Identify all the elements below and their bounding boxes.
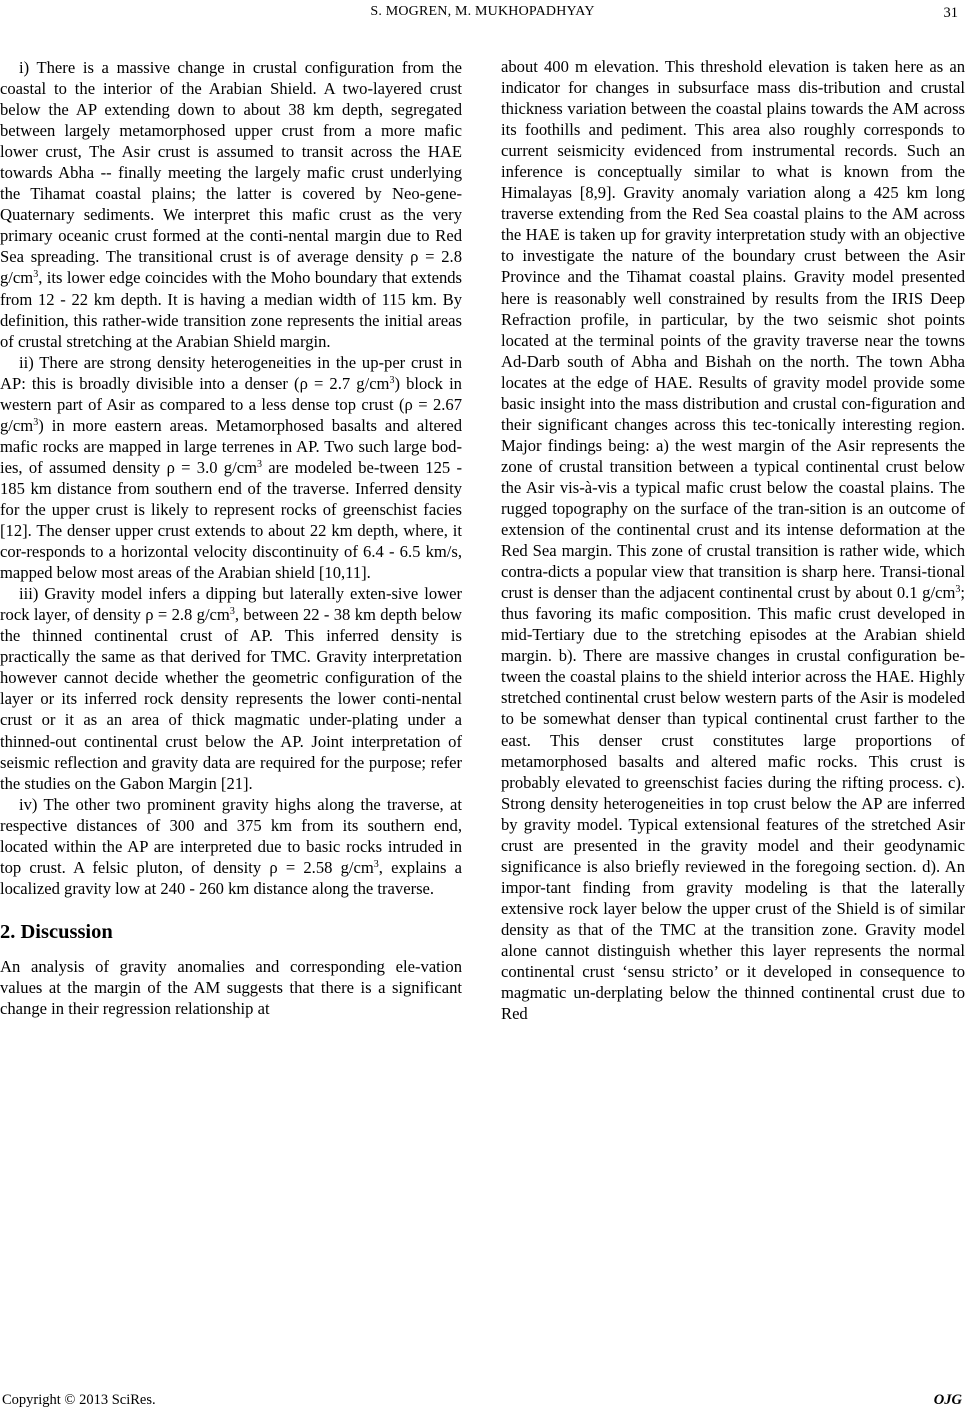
page-footer: [0, 1392, 965, 1414]
paragraph-discussion-continued: about 400 m elevation. This threshold elevation is taken here as an indicator for changes in subsurface mass dis-tribution and crustal thickness variation between the coastal plains towards the AM across its foothills and pediment. This area also roughly corresponds to current seismicity evidenced from instrumental records. Such an inference is conceptually similar to what is known from the Himalayas [8,9]. Gravity anomaly variation along a 425 km long traverse extending from the Red Sea coastal plains to the AM across the HAE is taken up for gravity interpretation study with an objective to investigate the nature of the boundary crust between the Asir Province and the Tihamat coastal plains. Gravity model presented here is reasonably well constrained by results from the IRIS Deep Refraction profile, in particular, by the two seismic shot points located at the terminal points of the gravity traverse near the towns Ad-Darb south of Abha and Bishah on the north. The town Abha locates at the edge of HAE. Results of gravity model provide some basic insight into the mass distribution and crustal con-figuration and their significant changes across this tec-tonically interesting region. Major findings being: a) the west margin of the Asir represents the zone of crustal transition between a typical continental crust below the Asir vis-à-vis a typical mafic crust below the coastal plains. The rugged topography on the surface of the tran-sition is an outcome of extension of the continental crust and its intense deformation at the Red Sea margin. This zone of crustal transition is rather wide, which contra-dicts a popular view that transition is sharp here. Transi-tional crust is denser than the adjacent continental crust by about 0.1 $g/cm^3$; thus favoring its mafic composition. This mafic crust developed in mid-Tertiary due to the stretching episodes at the Arabian shield margin. b). There are massive changes in crustal configuration be-tween the coastal plains to the shield interior across the HAE. Highly stretched continental crust below western parts of the Asir is modeled to be somewhat denser than typical continental crust farther to the east. This denser crust constitutes large proportions of metamorphosed basalts and altered mafic rocks. This crust is probably elevated to greenschist facies during the rifting process. c). Strong density heterogeneities in top crust below the AP are inferred by gravity model. Typical extensional features of the stretched Asir crust are presented in the gravity model and their geodynamic significance is also briefly reviewed in the foregoing section. d). An impor-tant finding from gravity modeling is that the laterally extensive rock layer below the upper crust of the Shield is of similar density as that of the TMC at the transition zone. Gravity model alone cannot distinguish whether this layer represents the normal continental crust ‘sensu stricto’ or it developed in consequence to magmatic un-derplating below the thinned continental crust due to Red: [501, 57, 965, 1024]
page-header: [0, 0, 965, 30]
running-title: S. MOGREN, M. MUKHOPADHYAY: [370, 4, 595, 19]
paragraph-iii: iii) Gravity model infers a dipping but laterally exten-sive lower rock layer, of density ρ = 2.8 $g/cm^3$, between 22 - 38 km depth below the thinned continental crust of AP. This inferred density is practically the same as that derived for TMC. Gravity interpretation however cannot decide whether the geometric configuration of the layer or its inferred rock density represents the lower conti-nental crust or it as an area of thick magmatic under-plating under a thinned-out continental crust below the AP. Joint interpretation of seismic reflection and gravity data are required for the purpose; refer the studies on the Gabon Margin [21].: [0, 584, 462, 793]
paragraph-i: i) There is a massive change in crustal configuration from the coastal to the interior of the Arabian Shield. A two-layered crust below the AP extending down to about 38 km depth, segregated between largely metamorphosed upper crust from a more mafic lower crust, The Asir crust is assumed to transit across the HAE towards Abha -- finally meeting the largely mafic crust underlying the Tihamat coastal plains; the latter is covered by Neo-gene-Quaternary sediments. We interpret this mafic crust as the very primary oceanic crust formed at the conti-nental margin due to Red Sea spreading. The transitional crust is of average density ρ = 2.8 $g/cm^3$, its lower edge coincides with the Moho boundary that extends from 12 - 22 km depth. It is having a median width of 115 km. By definition, this rather-wide transition zone represents the initial areas of crustal stretching at the Arabian Shield margin.: [0, 58, 462, 351]
paragraph-ii: ii) There are strong density heterogeneities in the up-per crust in AP: this is broadly divisible into a denser (ρ = 2.7 $g/cm^3$) block in western part of Asir as compared to a less dense top crust (ρ = 2.67 $g/cm^3$) in more eastern areas. Metamorphosed basalts and altered mafic rocks are mapped in large terrenes in AP. Two such large bod-ies, of assumed density ρ = 3.0 $g/cm^3$ are modeled be-tween 125 - 185 km distance from southern end of the traverse. Inferred density for the upper crust is likely to represent rocks of greenschist facies [12]. The denser upper crust extends to about 22 km depth, where, it cor-responds to a horizontal velocity discontinuity of 6.4 - 6.5 km/s, mapped below most areas of the Arabian shield [10,11].: [0, 352, 462, 583]
section-heading-discussion: 2. Discussion: [0, 920, 113, 943]
journal-abbreviation: OJG: [933, 1392, 962, 1408]
page-number: 31: [943, 5, 958, 21]
paragraph-iv: iv) The other two prominent gravity highs along the traverse, at respective distances of 300 and 375 km from its southern end, located within the AP are interpreted due to basic rocks intruded in top crust. A felsic pluton, of density ρ = 2.58 $g/cm^3$, explains a localized gravity low at 240 - 260 km distance along the traverse.: [0, 794, 462, 898]
paragraph-discussion-start: An analysis of gravity anomalies and corresponding ele-vation values at the margin of the AM suggests that there is a significant change in their regression relationship at: [0, 956, 462, 1018]
right-column: [501, 56, 965, 1024]
left-column: [0, 57, 462, 1019]
copyright-notice: Copyright © 2013 SciRes.: [2, 1392, 156, 1408]
